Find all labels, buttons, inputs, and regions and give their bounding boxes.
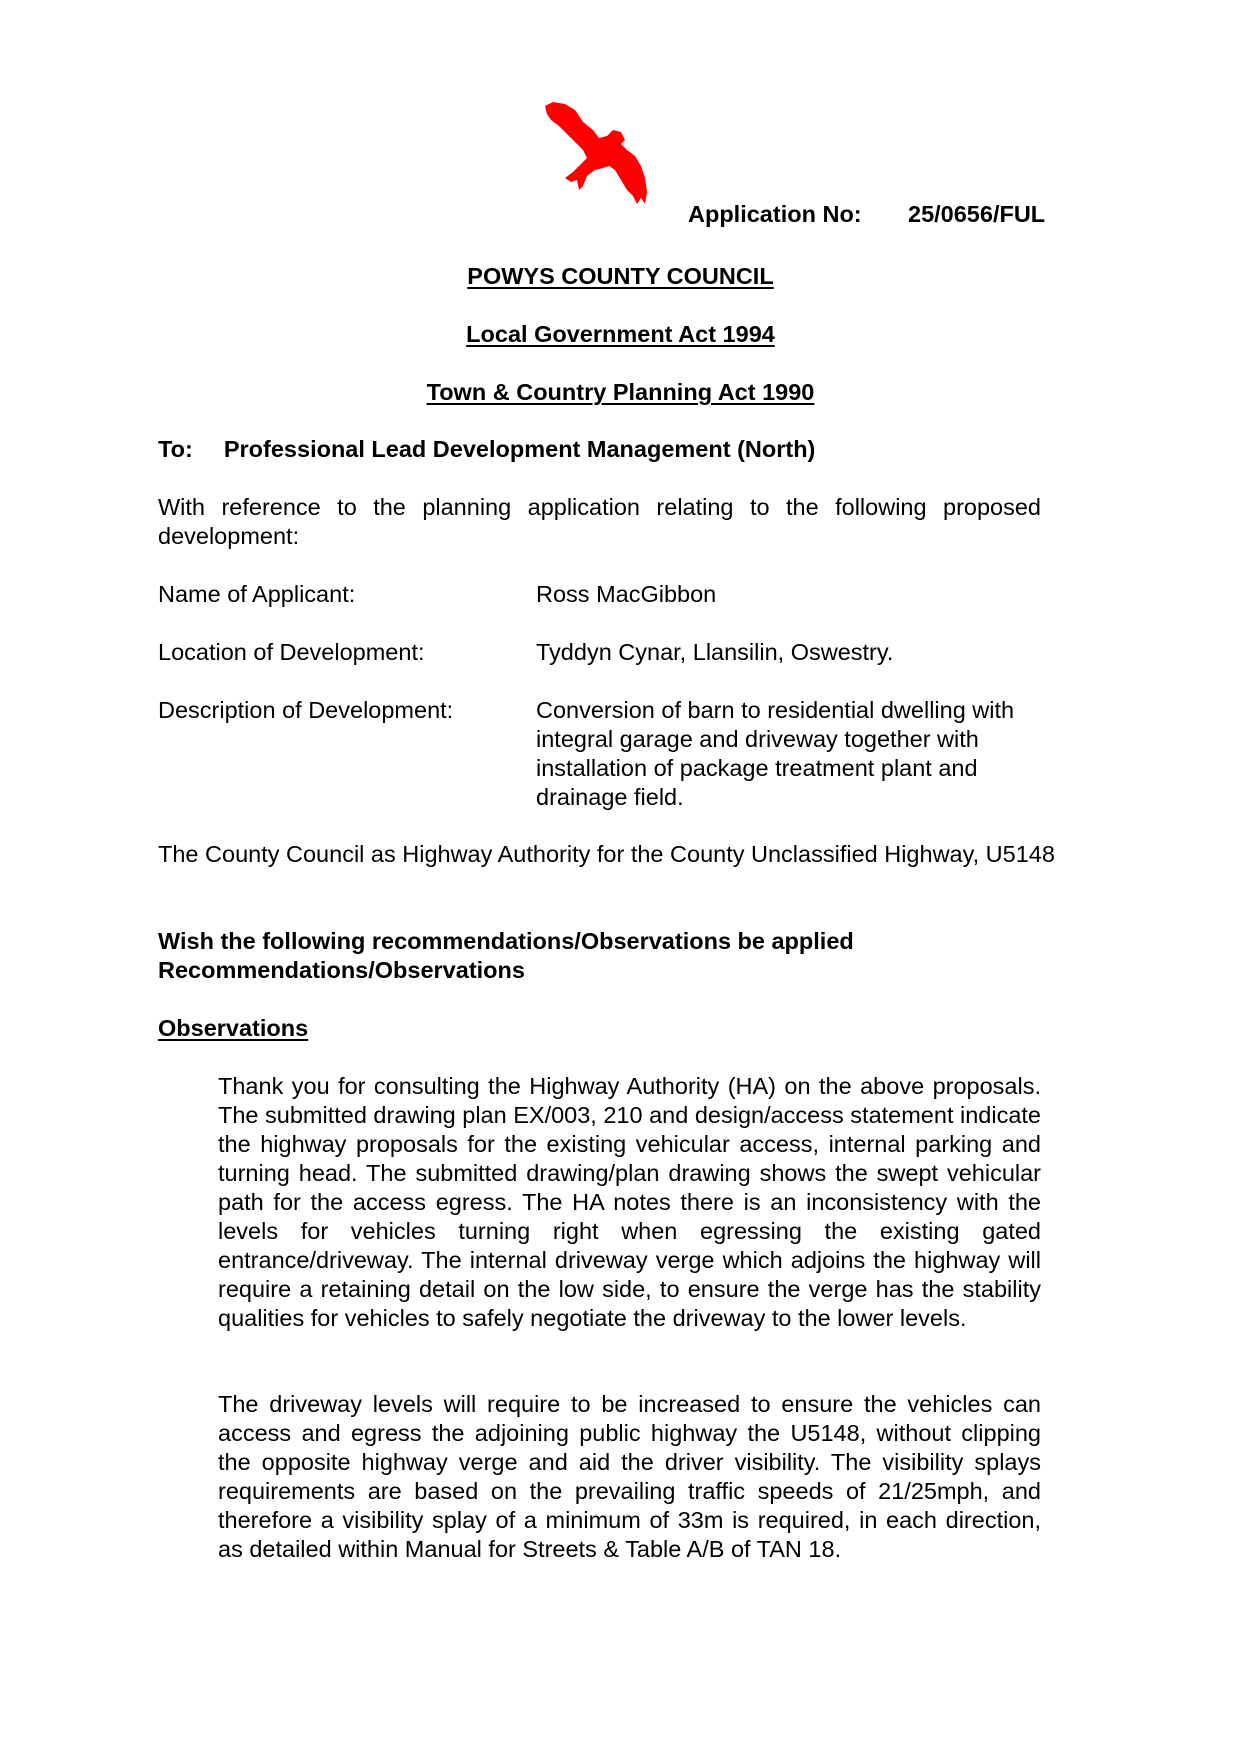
field-value-applicant: Ross MacGibbon	[536, 581, 717, 607]
act-heading-1-text: Local Government Act 1994	[466, 321, 775, 347]
intro-text: With reference to the planning application relating to the following proposed development:	[158, 494, 1041, 549]
act-heading-1	[0, 320, 1241, 349]
field-label-location: Location of Development:	[158, 639, 425, 665]
act-heading-2-text: Town & Country Planning Act 1990	[426, 379, 815, 405]
to-recipient: Professional Lead Development Management (North)	[223, 436, 816, 462]
council-title-text: POWYS COUNTY COUNCIL	[467, 263, 774, 289]
application-number: 25/0656/FUL	[908, 201, 1046, 227]
wish-line-1: Wish the following recommendations/Observations be applied	[158, 928, 854, 954]
act-heading-2	[0, 378, 1241, 407]
wish-line-2: Recommendations/Observations	[158, 957, 525, 983]
observation-paragraph-2: The driveway levels will require to be increased to ensure the vehicles can access and egress the adjoining public highway the U5148, without clipping the opposite highway verge and aid the driver visibility. The visibility splays requirements are based on the prevailing traffic speeds of 21/25mph, and therefore a visibility splay of a minimum of 33m is required, in each direction, as detailed within Manual for Streets & Table A/B of TAN 18.	[218, 1391, 1041, 1562]
field-value-description: Conversion of barn to residential dwelling with integral garage and driveway together with installation of package treatment plant and drainage field.	[536, 697, 1015, 810]
application-number-label: Application No:	[688, 201, 862, 227]
field-label-applicant: Name of Applicant:	[158, 581, 356, 607]
observation-paragraph-1: Thank you for consulting the Highway Authority (HA) on the above proposals. The submitted drawing plan EX/003, 210 and design/access statement indicate the highway proposals for the existing vehicular access, internal parking and turning head. The submitted drawing/plan drawing shows the swept vehicular path for the access egress. The HA notes there is an inconsistency with the levels for vehicles turning right when egressing the existing gated entrance/driveway. The internal driveway verge which adjoins the highway will require a retaining detail on the low side, to ensure the verge has the stability qualities for vehicles to safely negotiate the driveway to the lower levels.	[218, 1073, 1042, 1331]
council-title	[0, 262, 1241, 291]
to-line	[158, 435, 815, 464]
authority-statement: The County Council as Highway Authority for the County Unclassified Highway, U5148	[158, 841, 1055, 867]
to-label: To:	[158, 436, 193, 462]
red-kite-logo-icon	[543, 100, 653, 205]
field-value-location: Tyddyn Cynar, Llansilin, Oswestry.	[536, 639, 894, 665]
observations-heading: Observations	[158, 1015, 309, 1041]
field-label-description: Description of Development:	[158, 697, 454, 723]
